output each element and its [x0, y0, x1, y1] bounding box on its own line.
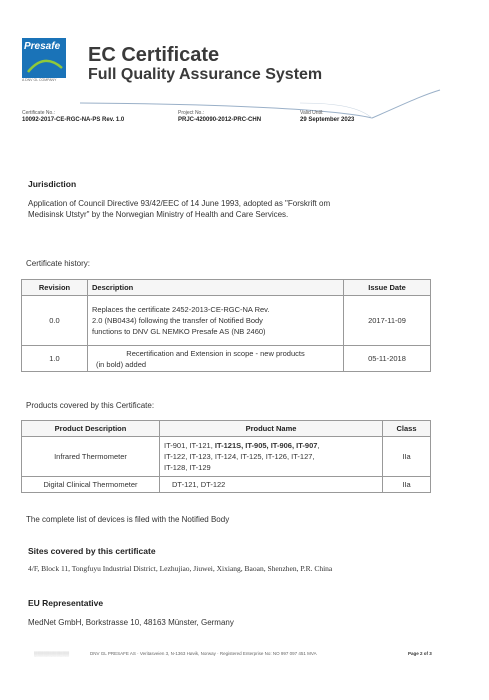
history-col-description: Description	[88, 280, 344, 296]
product-name-cell	[160, 437, 383, 477]
jurisdiction-line-2: Medisinsk Utstyr" by the Norwegian Ministry of Health and Care Services.	[28, 210, 289, 219]
table-row	[22, 437, 431, 477]
page-subtitle: Full Quality Assurance System	[88, 66, 323, 83]
certificate-no-label: Certificate No.:	[22, 110, 56, 116]
description-cell	[88, 346, 344, 372]
product-name-line	[164, 440, 378, 451]
history-col-issue-date: Issue Date	[344, 280, 431, 296]
products-col-description: Product Description	[22, 421, 160, 437]
history-table	[21, 279, 431, 372]
product-class-cell: IIa	[383, 437, 431, 477]
product-names-regular: IT-901, IT-121,	[164, 441, 215, 450]
product-names-new: IT-121S, IT-905, IT-906, IT-907	[214, 441, 318, 450]
description-line: 2.0 (NB0434) following the transfer of Notified Body	[92, 316, 263, 325]
products-heading: Products covered by this Certificate:	[26, 401, 155, 410]
presafe-logo	[22, 38, 66, 82]
description-line: (in bold) added	[96, 359, 147, 369]
product-name-cell: DT-121, DT-122	[160, 477, 383, 493]
logo-text: Presafe	[24, 41, 61, 52]
page-title: EC Certificate	[88, 44, 220, 66]
history-header-row	[22, 280, 431, 296]
certificate-no-block	[22, 110, 124, 123]
project-no-label: Project No.:	[178, 110, 205, 116]
project-no-block	[178, 110, 261, 123]
footer-ref: ▒▒▒▒▒▒▒▒▒▒▒	[34, 651, 70, 656]
valid-until-label: Valid Until:	[300, 110, 324, 116]
jurisdiction-text	[28, 198, 330, 220]
logo-arc-icon	[22, 38, 66, 78]
sites-address: 4/F, Block 11, Tongfuyu Industrial District, Lezhujiao, Jiuwei, Xixiang, Baoan, Shenzhen, P.R. China	[28, 564, 333, 573]
footer-page-number: Page 2 of 3	[408, 651, 432, 656]
description-line: Recertification and Extension in scope - new products	[126, 348, 305, 358]
certificate-no-value: 10092-2017-CE-RGC-NA-PS Rev. 1.0	[22, 117, 125, 123]
sites-heading: Sites covered by this certificate	[28, 546, 156, 556]
products-table	[21, 420, 431, 493]
table-row	[22, 296, 431, 346]
valid-until-value: 29 September 2023	[300, 117, 355, 123]
eu-rep-heading: EU Representative	[28, 598, 104, 608]
product-description-cell: Digital Clinical Thermometer	[22, 477, 160, 493]
product-name-line: IT-122, IT-123, IT-124, IT-125, IT-126, IT-127,	[164, 452, 315, 461]
table-row	[22, 477, 431, 493]
issue-date-cell: 05-11-2018	[344, 346, 431, 372]
devices-note: The complete list of devices is filed with the Notified Body	[26, 515, 230, 524]
jurisdiction-heading: Jurisdiction	[28, 179, 77, 189]
product-description-cell: Infrared Thermometer	[22, 437, 160, 477]
eu-rep-address: MedNet GmbH, Borkstrasse 10, 48163 Münster, Germany	[28, 618, 234, 627]
project-no-value: PRJC-420090-2012-PRC-CHN	[178, 117, 262, 123]
history-col-revision: Revision	[22, 280, 88, 296]
footer-address: DNV GL PRESAFE AS · Veritasveien 3, N-1363 Høvik, Norway · Registered Enterprise No: NO 997 097 451 MVA	[90, 651, 317, 656]
logo-tagline: A DNV GL COMPANY	[22, 78, 57, 82]
logo-box	[22, 38, 66, 78]
products-header-row	[22, 421, 431, 437]
description-cell	[88, 296, 344, 346]
valid-until-block	[300, 110, 354, 123]
revision-cell: 0.0	[22, 296, 88, 346]
table-row	[22, 346, 431, 372]
history-heading: Certificate history:	[26, 259, 91, 268]
product-name-line: IT-128, IT-129	[164, 463, 211, 472]
products-col-name: Product Name	[160, 421, 383, 437]
revision-cell: 1.0	[22, 346, 88, 372]
products-col-class: Class	[383, 421, 431, 437]
description-line: functions to DNV GL NEMKO Presafe AS (NB 2460)	[92, 327, 266, 336]
issue-date-cell: 2017-11-09	[344, 296, 431, 346]
jurisdiction-line-1: Application of Council Directive 93/42/EEC of 14 June 1993, adopted as "Forskrift om	[28, 199, 331, 208]
description-line: Replaces the certificate 2452-2013-CE-RGC-NA Rev.	[92, 305, 270, 314]
product-class-cell: IIa	[383, 477, 431, 493]
product-names-comma: ,	[317, 441, 320, 450]
